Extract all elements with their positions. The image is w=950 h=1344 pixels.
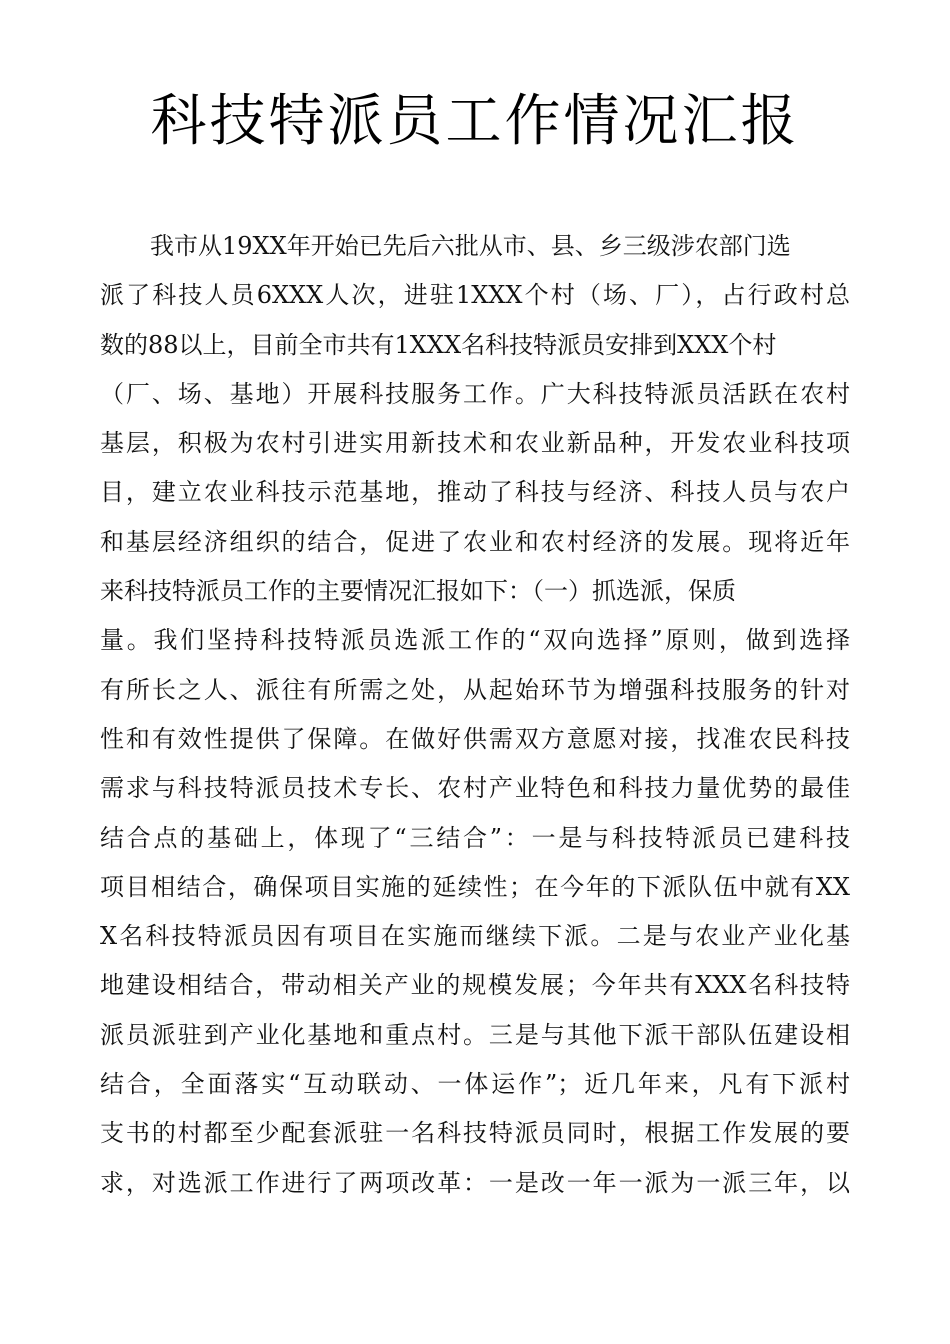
body-line: 我市从19XX年开始已先后六批从市、县、乡三级涉农部门选 — [150, 232, 791, 260]
body-line: 来科技特派员工作的主要情况汇报如下：（一）抓选派，保质 — [100, 577, 736, 606]
body-line: 地建设相结合，带动相关产业的规模发展；今年共有XXX名科技特 — [100, 971, 850, 1000]
body-line: 派员派驻到产业化基地和重点村。三是与其他下派干部队伍建设相 — [100, 1020, 850, 1049]
body-line: 数的88以上，目前全市共有1XXX名科技特派员安排到XXX个村 — [100, 330, 777, 359]
body-line: 有所长之人、派往有所需之处，从起始环节为增强科技服务的针对 — [100, 675, 850, 704]
body-line: 量。我们坚持科技特派员选派工作的“双向选择”原则，做到选择 — [100, 626, 850, 655]
body-line: 需求与科技特派员技术专长、农村产业特色和科技力量优势的最佳 — [100, 774, 850, 803]
body-line: 结合，全面落实“互动联动、一体运作”；近几年来，凡有下派村 — [100, 1070, 850, 1099]
body-line: （厂、场、基地）开展科技服务工作。广大科技特派员活跃在农村 — [100, 379, 850, 408]
body-line: 目，建立农业科技示范基地，推动了科技与经济、科技人员与农户 — [100, 478, 850, 507]
document-body — [100, 222, 850, 1208]
body-line: X名科技特派员因有项目在实施而继续下派。二是与农业产业化基 — [100, 922, 850, 951]
body-line: 和基层经济组织的结合，促进了农业和农村经济的发展。现将近年 — [100, 527, 850, 556]
body-line: 性和有效性提供了保障。在做好供需双方意愿对接，找准农民科技 — [100, 724, 850, 753]
document-title: 科技特派员工作情况汇报 — [150, 89, 800, 154]
body-line: 基层，积极为农村引进实用新技术和农业新品种，开发农业科技项 — [100, 429, 850, 458]
body-line: 求，对选派工作进行了两项改革：一是改一年一派为一派三年，以 — [100, 1168, 850, 1197]
body-line: 派了科技人员6XXX人次，进驻1XXX个村（场、厂），占行政村总 — [100, 281, 850, 310]
body-line: 项目相结合，确保项目实施的延续性；在今年的下派队伍中就有XX — [100, 872, 850, 901]
body-line: 支书的村都至少配套派驻一名科技特派员同时，根据工作发展的要 — [100, 1119, 850, 1148]
body-line: 结合点的基础上，体现了“三结合”：一是与科技特派员已建科技 — [100, 823, 850, 852]
